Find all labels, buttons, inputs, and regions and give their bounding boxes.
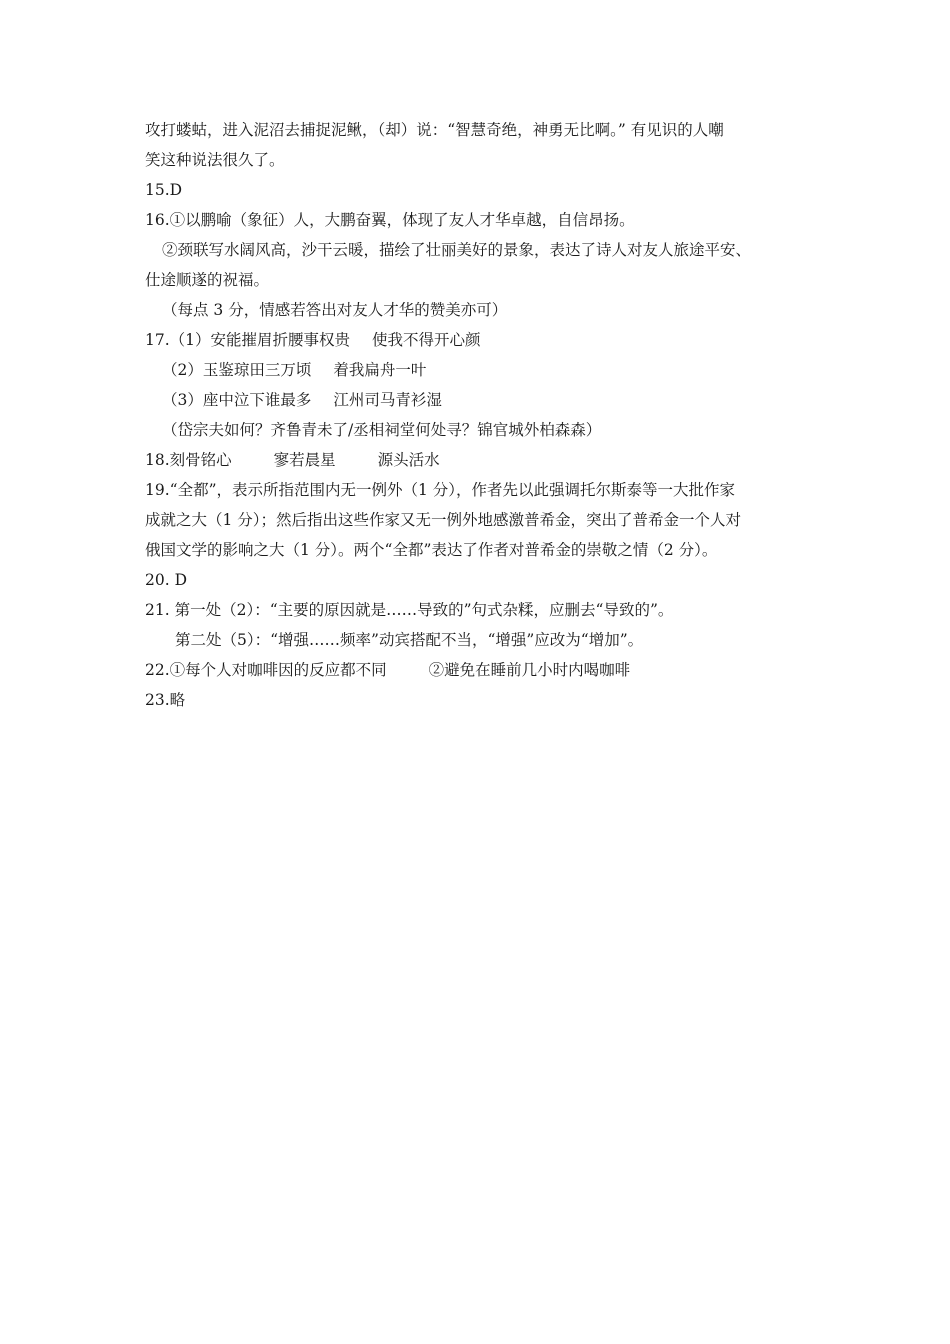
answer-15: 15.D <box>145 181 183 199</box>
answer-17-1-first: 17.（1）安能摧眉折腰事权贵 <box>145 331 351 349</box>
answer-16-point-2-cont: 仕途顺遂的祝福。 <box>145 271 270 289</box>
answer-21-second: 第二处（5）：“增强……频率”动宾搭配不当，“增强”应改为“增加”。 <box>175 631 644 649</box>
answer-19-line-3: 俄国文学的影响之大（1 分）。两个“全都”表达了作者对普希金的崇敬之情（2 分）。 <box>145 541 718 559</box>
answer-17-3-first: （3）座中泣下谁最多 <box>162 391 312 409</box>
answer-17-1-second: 使我不得开心颜 <box>372 331 481 349</box>
answer-18-a: 18.刻骨铭心 <box>145 451 232 469</box>
answer-23: 23.略 <box>145 691 186 709</box>
answer-17-2-second: 着我扁舟一叶 <box>333 361 427 379</box>
answer-22-b: ②避免在睡前几小时内喝咖啡 <box>428 661 631 679</box>
answer-17-3 <box>162 390 442 410</box>
answer-17-3-second: 江州司马青衫湿 <box>333 391 442 409</box>
answer-18-c: 源头活水 <box>377 451 440 469</box>
answer-17-2 <box>162 360 426 380</box>
answer-22 <box>145 660 630 680</box>
answer-17-4: （岱宗夫如何？齐鲁青未了/丞相祠堂何处寻？锦官城外柏森森） <box>162 421 602 439</box>
answer-17-2-first: （2）玉鉴琼田三万顷 <box>162 361 312 379</box>
answer-22-a: 22.①每个人对咖啡因的反应都不同 <box>145 661 387 679</box>
answer-16-point-1: 16.①以鹏喻（象征）人，大鹏奋翼，体现了友人才华卓越，自信昂扬。 <box>145 211 635 229</box>
text-line: 笑这种说法很久了。 <box>145 151 285 169</box>
answer-16-scoring-note: （每点 3 分，情感若答出对友人才华的赞美亦可） <box>162 301 508 319</box>
answer-18 <box>145 450 440 470</box>
answer-18-b: 寥若晨星 <box>273 451 336 469</box>
answer-19-line-1: 19.“全都”，表示所指范围内无一例外（1 分），作者先以此强调托尔斯泰等一大批作家 <box>145 481 736 499</box>
answer-16-point-2: ②颈联写水阔风高，沙干云暖，描绘了壮丽美好的景象，表达了诗人对友人旅途平安、 <box>162 241 752 259</box>
answer-17-1 <box>145 330 481 350</box>
answer-20: 20. D <box>145 571 188 589</box>
answer-21-first: 21. 第一处（2）：“主要的原因就是……导致的”句式杂糅，应删去“导致的”。 <box>145 601 674 619</box>
answer-19-line-2: 成就之大（1 分）；然后指出这些作家又无一例外地感激普希金，突出了普希金一个人对 <box>145 511 742 529</box>
text-line: 攻打蝼蛄，进入泥沼去捕捉泥鳅，（却）说：“智慧奇绝，神勇无比啊。” 有见识的人嘲 <box>145 121 724 139</box>
